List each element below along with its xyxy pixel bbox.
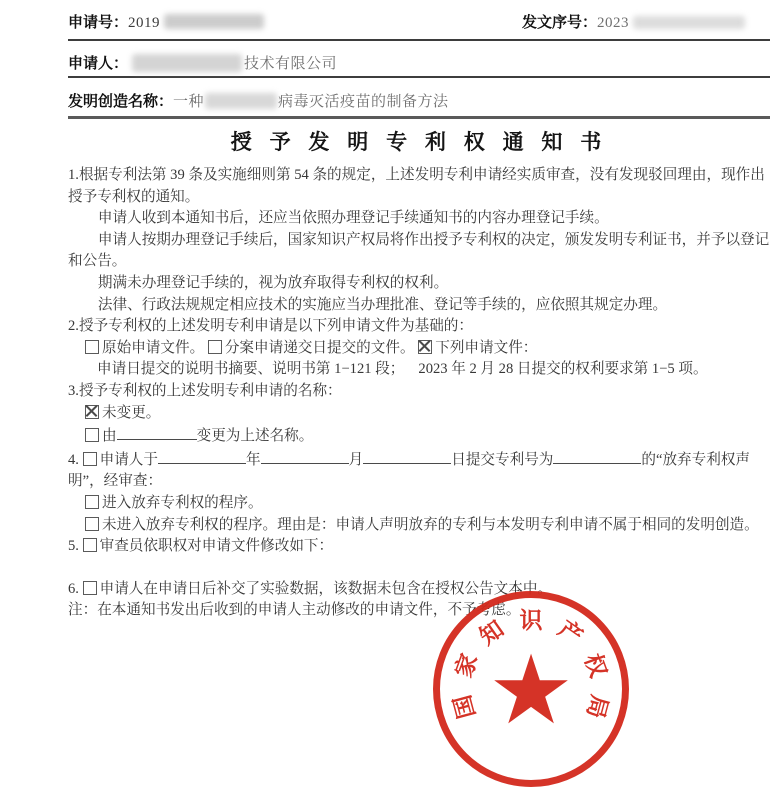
- invention-suffix: 病毒灭活疫苗的制备方法: [278, 94, 449, 110]
- option-not-enter-abandon-label: 未进入放弃专利权的程序。理由是：申请人声明放弃的专利与本发明专利申请不属于相同的发明创造。: [102, 516, 759, 533]
- section-3-option-2: [68, 424, 770, 448]
- redaction-applicant: [132, 54, 242, 72]
- section-4-option-1: [68, 493, 770, 515]
- doc-serial-field: [522, 11, 745, 39]
- seal-char: 产: [553, 615, 588, 650]
- section-5: [68, 536, 770, 558]
- application-no-label: 申请号：: [68, 14, 129, 31]
- section-5-text: 审查员依职权对申请文件修改如下：: [99, 538, 334, 555]
- blank-year: [158, 448, 246, 464]
- star-icon: ★: [487, 637, 575, 744]
- option-name-unchanged-label: 未变更。: [102, 404, 161, 421]
- section-2-heading: 2.授予专利权的上述发明专利申请是以下列申请文件为基础的：: [68, 318, 473, 335]
- redaction-doc-serial: [633, 16, 745, 29]
- section-4-text-2: 年: [246, 451, 261, 468]
- checkbox-original-documents[interactable]: [85, 340, 99, 354]
- applicant-label: 申请人：: [68, 55, 129, 72]
- application-no-field: [68, 11, 264, 39]
- header-row-application: [68, 0, 770, 39]
- note-line: 注：在本通知书发出后收到的申请人主动修改的申请文件，不予考虑。: [68, 602, 521, 619]
- option-name-changed-post: 变更为上述名称。: [196, 428, 314, 445]
- checkbox-not-enter-abandon-procedure[interactable]: [85, 517, 99, 531]
- section-3-option-1: [68, 403, 770, 425]
- official-seal: [433, 591, 629, 787]
- section-6: [68, 579, 770, 601]
- document-content: [68, 0, 770, 622]
- blank-old-name: [117, 424, 197, 440]
- section-4-text-1: 申请人于: [99, 451, 158, 468]
- doc-serial-label: 发文序号：: [522, 14, 598, 31]
- section-2-detail: [68, 359, 770, 381]
- section-2-options: [68, 338, 770, 360]
- checkbox-divisional-documents[interactable]: [208, 340, 222, 354]
- section-4-heading: [68, 448, 770, 493]
- blank-month: [261, 448, 349, 464]
- section-5-number: 5.: [68, 538, 79, 555]
- paragraph-1: 1.根据专利法第 39 条及实施细则第 54 条的规定，上述发明专利申请经实质审查，没有发现驳回理由，现作出授予专利权的通知。: [68, 167, 765, 205]
- applicant-value: 技术有限公司: [244, 56, 338, 72]
- blank-patent-no: [553, 448, 641, 464]
- paragraph-3: 申请人按期办理登记手续后，国家知识产权局将作出授予专利权的决定，颁发发明专利证书，并予以登记和公告。: [68, 231, 770, 270]
- option-following-documents-label: 下列申请文件：: [435, 339, 538, 356]
- header-row-applicant: [68, 41, 770, 76]
- section-4-text-3: 月: [348, 451, 364, 468]
- checkbox-enter-abandon-procedure[interactable]: [85, 495, 99, 509]
- blank-day: [363, 448, 451, 464]
- option-original-documents-label: 原始申请文件。: [102, 339, 205, 356]
- option-enter-abandon-label: 进入放弃专利权的程序。: [102, 494, 263, 511]
- paragraph-5: 法律、行政法规规定相应技术的实施应当办理批准、登记等手续的，应依照其规定办理。: [97, 296, 668, 313]
- header-row-invention: [68, 78, 770, 116]
- seal-char: 国: [448, 692, 480, 722]
- section-4-text-4: 日提交专利号为: [451, 451, 554, 468]
- option-divisional-documents-label: 分案申请递交日提交的文件。: [224, 339, 415, 356]
- section-6-number: 6.: [68, 580, 79, 597]
- paragraph-4: 期满未办理登记手续的，视为放弃取得专利权的权利。: [97, 274, 449, 291]
- checkbox-supplementary-data[interactable]: [83, 581, 97, 595]
- seal-char: 局: [582, 692, 614, 722]
- section-2-detail-part2: 2023 年 2 月 28 日提交的权利要求第 1−5 项。: [418, 361, 708, 378]
- section-3-heading: 3.授予专利权的上述发明专利申请的名称：: [68, 382, 342, 399]
- checkbox-name-changed[interactable]: [85, 428, 99, 442]
- section-6-text: 申请人在申请日后补交了实验数据，该数据未包含在授权公告文本中。: [99, 580, 553, 597]
- redaction-application-no: [164, 14, 264, 29]
- paragraph-2: 申请人收到本通知书后，还应当依照办理登记手续通知书的内容办理登记手续。: [97, 210, 609, 227]
- checkbox-name-unchanged-checked[interactable]: [85, 405, 99, 419]
- seal-char: 识: [519, 607, 543, 633]
- invention-prefix: 一种: [173, 94, 205, 110]
- doc-serial-value: 2023: [597, 15, 630, 31]
- section-4-text-5: 的“放弃专利权声明”，经审查：: [68, 451, 751, 490]
- divider-3: [68, 116, 770, 119]
- section-4-number: 4.: [68, 451, 79, 468]
- section-4-option-2: [68, 515, 770, 537]
- section-2-detail-part1: 申请日提交的说明书摘要、说明书第 1−121 段；: [97, 361, 405, 378]
- checkbox-examiner-amendment[interactable]: [83, 538, 97, 552]
- seal-char: 家: [450, 650, 483, 681]
- invention-label: 发明创造名称：: [68, 93, 174, 110]
- seal-char: 知: [474, 615, 509, 650]
- document-body: [68, 165, 770, 622]
- seal-char: 权: [579, 650, 612, 681]
- checkbox-abandon-declaration[interactable]: [83, 452, 97, 466]
- application-no-value: 2019: [128, 15, 161, 31]
- checkbox-following-documents-checked[interactable]: [418, 340, 432, 354]
- option-name-changed-pre: 由: [102, 428, 117, 445]
- redaction-invention: [205, 93, 277, 109]
- page-title: 授 予 发 明 专 利 权 通 知 书: [230, 131, 608, 154]
